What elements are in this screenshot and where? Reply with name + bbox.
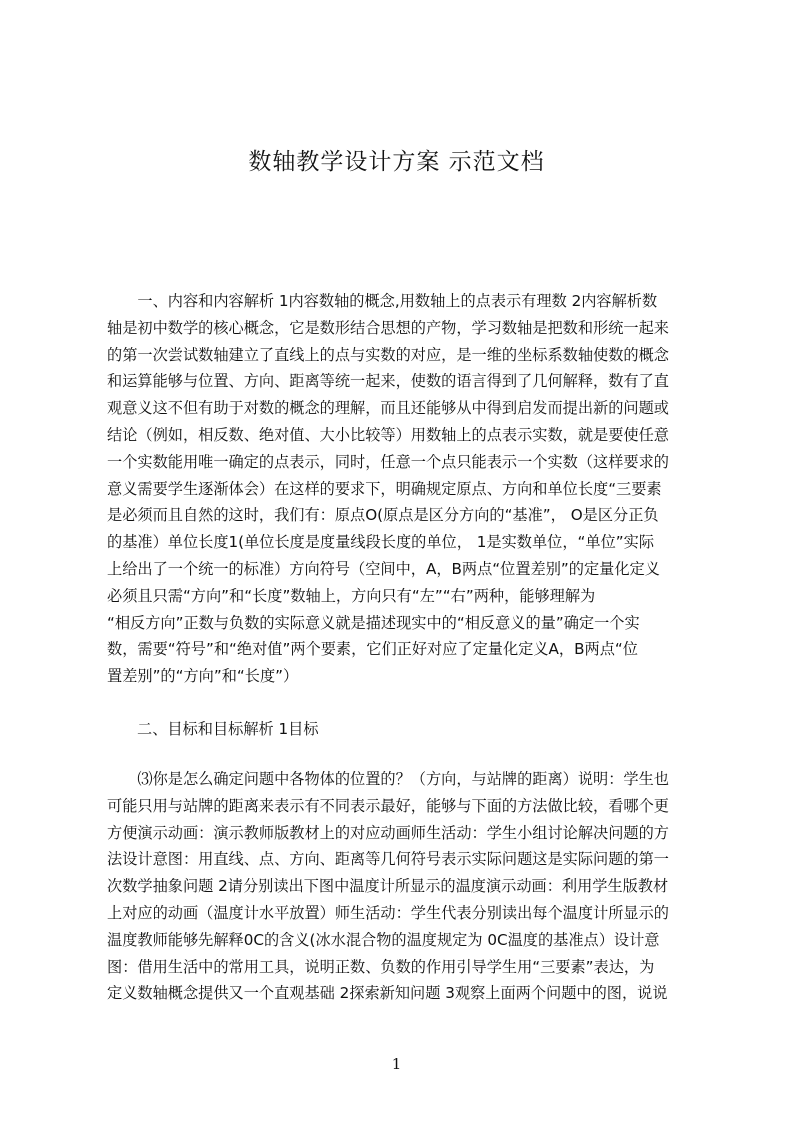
text-line: 一个实数能用唯一确定的点表示，同时，任意一个点只能表示一个实数（这样要求的 bbox=[107, 452, 669, 471]
text-line: 上给出了一个统一的标准）方向符号（空间中，A，B两点“位置差别”的定量化定义 bbox=[107, 559, 660, 578]
text-line: 法设计意图：用直线、点、方向、距离等几何符号表示实际问题这是实际问题的第一 bbox=[107, 850, 669, 869]
text-line: “相反方向”正数与负数的实际意义就是描述现实中的“相反意义的量”确定一个实 bbox=[107, 613, 640, 632]
text-line: 方便演示动画：演示教师版教材上的对应动画师生活动：学生小组讨论解决问题的方 bbox=[107, 823, 669, 842]
text-line: ⑶你是怎么确定问题中各物体的位置的？（方向，与站牌的距离）说明：学生也 bbox=[107, 770, 669, 788]
text-line: 必须且只需“方向”和“长度”数轴上，方向只有“左”“右”两种，能够理解为 bbox=[107, 586, 596, 605]
section-1-body bbox=[107, 288, 699, 690]
text-line: 温度教师能够先解释0C的含义(冰水混合物的温度规定为 0C温度的基准点）设计意 bbox=[107, 930, 660, 949]
text-line: 结论（例如，相反数、绝对值、大小比较等）用数轴上的点表示实数，就是要使任意 bbox=[107, 425, 669, 444]
page-number: 1 bbox=[391, 1055, 402, 1073]
text-line: 数，需要“符号”和“绝对值”两个要素，它们正好对应了定量化定义A，B两点“位 bbox=[107, 640, 638, 659]
text-line: 上对应的动画（温度计水平放置）师生活动：学生代表分别读出每个温度计所显示的 bbox=[107, 903, 669, 922]
text-line: 一、内容和内容解析 1内容数轴的概念,用数轴上的点表示有理数 2内容解析数 bbox=[107, 292, 658, 310]
section-2-heading: 二、目标和目标解析 1目标 bbox=[137, 720, 319, 738]
text-line: 是必须而且自然的这时，我们有：原点O(原点是区分方向的“基准”， O是区分正负 bbox=[107, 506, 659, 525]
section-2-body bbox=[107, 766, 699, 1007]
text-line: 轴是初中数学的核心概念，它是数形结合思想的产物，学习数轴是把数和形统一起来 bbox=[107, 318, 669, 337]
text-line: 置差别”的“方向”和“长度”） bbox=[107, 667, 299, 686]
text-line: 定义数轴概念提供又一个直观基础 2探索新知问题 3观察上面两个问题中的图，说说 bbox=[107, 984, 668, 1003]
document-title: 数轴教学设计方案 示范文档 bbox=[248, 149, 545, 175]
text-line: 意义需要学生逐渐体会）在这样的要求下，明确规定原点、方向和单位长度“三要素 bbox=[107, 479, 662, 498]
text-line: 的第一次尝试数轴建立了直线上的点与实数的对应，是一维的坐标系数轴使数的概念 bbox=[107, 345, 669, 364]
text-line: 图：借用生活中的常用工具，说明正数、负数的作用引导学生用“三要素”表达，为 bbox=[107, 957, 655, 976]
text-line: 次数学抽象问题 2请分别读出下图中温度计所显示的温度演示动画：利用学生版教材 bbox=[107, 877, 669, 896]
text-line: 和运算能够与位置、方向、距离等统一起来，使数的语言得到了几何解释，数有了直 bbox=[107, 372, 669, 391]
text-line: 的基准）单位长度1(单位长度是度量线段长度的单位， 1是实数单位，“单位”实际 bbox=[107, 533, 655, 552]
text-line: 观意义这不但有助于对数的概念的理解，而且还能够从中得到启发而提出新的问题或 bbox=[107, 399, 669, 418]
text-line: 可能只用与站牌的距离来表示有不同表示最好，能够与下面的方法做比较，看哪个更 bbox=[107, 796, 669, 815]
